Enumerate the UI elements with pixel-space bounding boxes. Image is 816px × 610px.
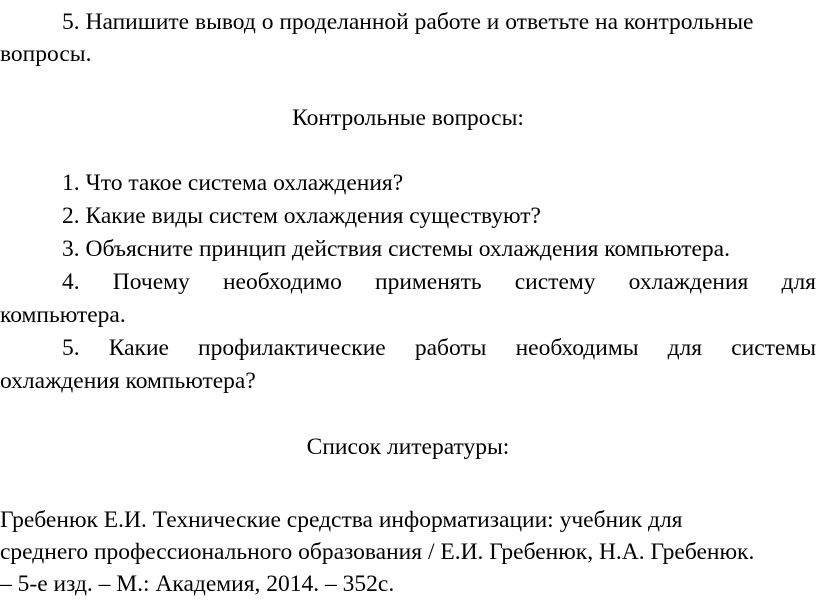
- task-text-line-2: вопросы.: [0, 41, 92, 67]
- reference-line-1: Гребенюк Е.И. Технические средства информатизации: учебник для: [0, 507, 683, 533]
- task-text-line-1: 5. Напишите вывод о проделанной работе и ответьте на контрольные: [62, 9, 754, 35]
- question-5-line-2: охлаждения компьютера?: [0, 368, 256, 394]
- question-5-line-1: 5. Какие профилактические работы необходимы для системы: [62, 335, 816, 361]
- questions-heading: Контрольные вопросы:: [292, 105, 524, 131]
- question-4-line-2: компьютера.: [0, 302, 126, 328]
- reference-line-3: – 5-е изд. – М.: Академия, 2014. – 352с.: [0, 571, 395, 597]
- references-heading: Список литературы:: [306, 434, 510, 460]
- reference-line-2: среднего профессионального образования / Е.И. Гребенюк, Н.А. Гребенюк.: [0, 539, 755, 565]
- question-2: 2. Какие виды систем охлаждения существуют?: [62, 203, 541, 229]
- question-4-line-1: 4. Почему необходимо применять систему охлаждения для: [62, 269, 816, 295]
- question-1: 1. Что такое система охлаждения?: [62, 170, 404, 196]
- question-3: 3. Объясните принцип действия системы охлаждения компьютера.: [62, 236, 730, 262]
